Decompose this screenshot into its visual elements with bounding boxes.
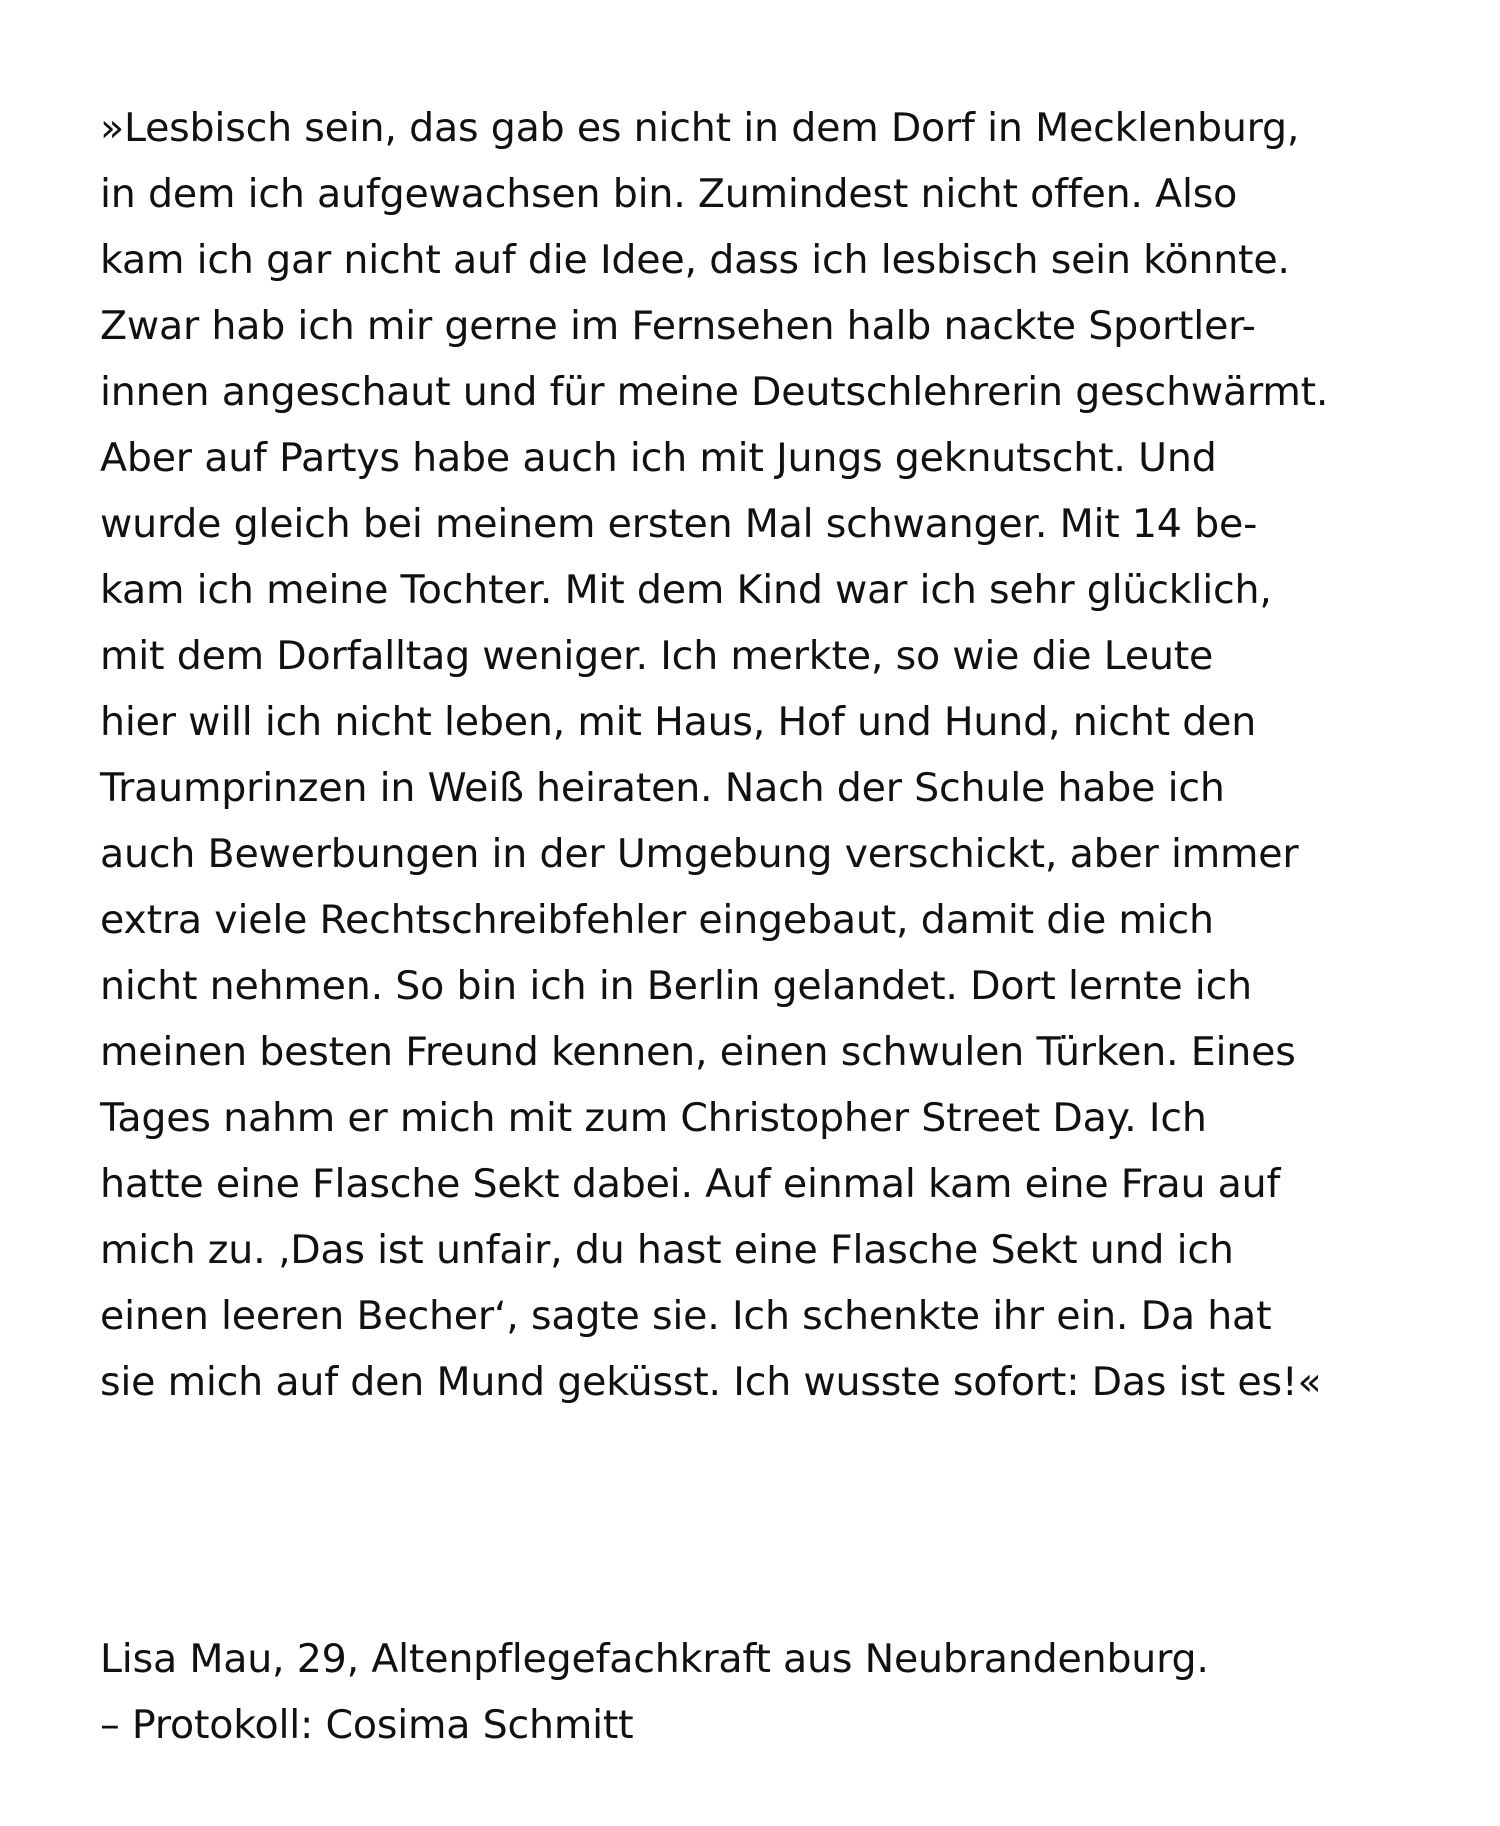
quote-line: sie mich auf den Mund geküsst. Ich wusste sofort: Das ist es!« <box>100 1359 1322 1405</box>
quote-line: kam ich meine Tochter. Mit dem Kind war ich sehr glücklich, <box>100 567 1272 613</box>
quote-line: »Lesbisch sein, das gab es nicht in dem Dorf in Mecklenburg, <box>100 105 1300 151</box>
quote-line: einen leeren Becher‘, sagte sie. Ich schenkte ihr ein. Da hat <box>100 1293 1272 1339</box>
quote-line: innen angeschaut und für meine Deutschlehrerin geschwärmt. <box>100 369 1329 415</box>
quote-line: Traumprinzen in Weiß heiraten. Nach der Schule habe ich <box>100 765 1225 811</box>
quote-line: Zwar hab ich mir gerne im Fernsehen halb nackte Sportler- <box>100 303 1256 349</box>
quote-line: hatte eine Flasche Sekt dabei. Auf einmal kam eine Frau auf <box>100 1161 1281 1207</box>
byline <box>100 1626 1470 1758</box>
quote-line: meinen besten Freund kennen, einen schwulen Türken. Eines <box>100 1029 1296 1075</box>
quote-line: hier will ich nicht leben, mit Haus, Hof und Hund, nicht den <box>100 699 1257 745</box>
byline-protocol: – Protokoll: Cosima Schmitt <box>100 1702 634 1748</box>
quote-line: nicht nehmen. So bin ich in Berlin gelandet. Dort lernte ich <box>100 963 1252 1009</box>
quote-line: in dem ich aufgewachsen bin. Zumindest nicht offen. Also <box>100 171 1238 217</box>
quote-line: kam ich gar nicht auf die Idee, dass ich lesbisch sein könnte. <box>100 237 1290 283</box>
quote-line: mich zu. ‚Das ist unfair, du hast eine Flasche Sekt und ich <box>100 1227 1234 1273</box>
quote-line: Tages nahm er mich mit zum Christopher Street Day. Ich <box>100 1095 1207 1141</box>
quote-line: Aber auf Partys habe auch ich mit Jungs geknutscht. Und <box>100 435 1217 481</box>
quote-line: extra viele Rechtschreibfehler eingebaut, damit die mich <box>100 897 1214 943</box>
quote-line: auch Bewerbungen in der Umgebung verschickt, aber immer <box>100 831 1299 877</box>
quote-line: mit dem Dorfalltag weniger. Ich merkte, so wie die Leute <box>100 633 1214 679</box>
byline-author: Lisa Mau, 29, Altenpflegefachkraft aus Neubrandenburg. <box>100 1636 1209 1682</box>
quote-text <box>100 95 1470 1415</box>
quote-line: wurde gleich bei meinem ersten Mal schwanger. Mit 14 be- <box>100 501 1258 547</box>
